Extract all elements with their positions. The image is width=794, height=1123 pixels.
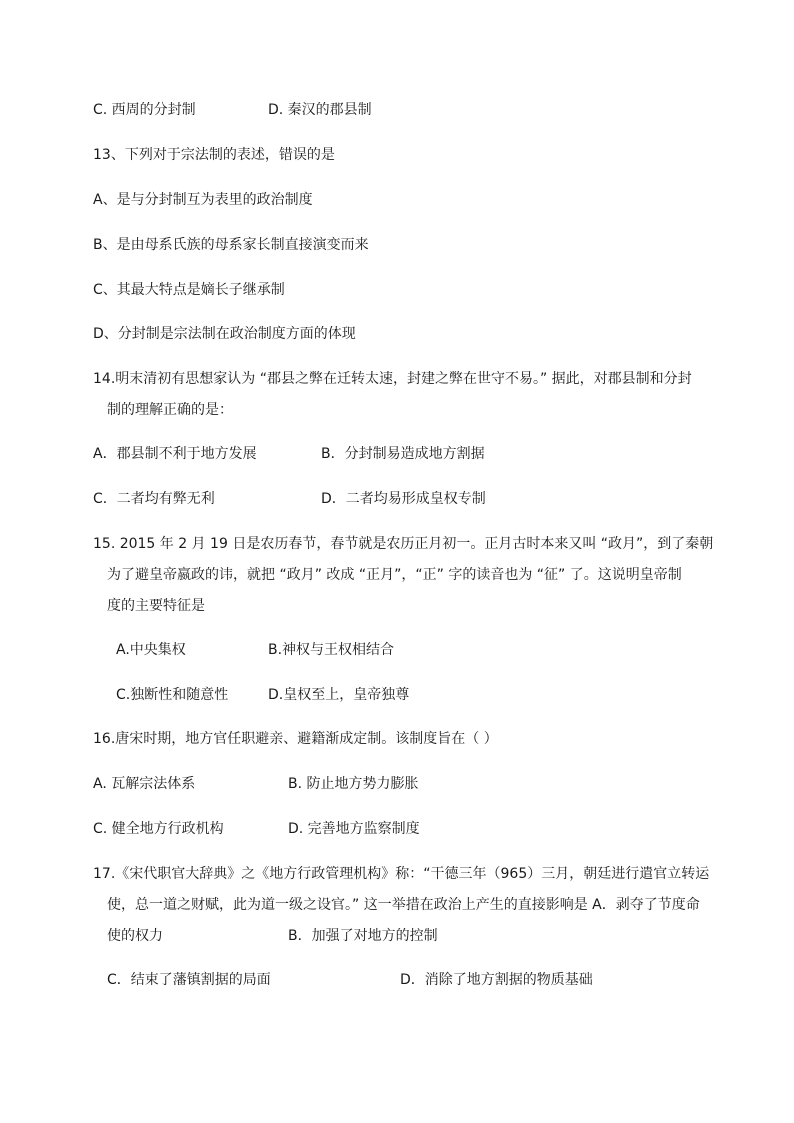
question-13-option-d: D、分封制是宗法制在政治制度方面的体现 bbox=[93, 326, 356, 342]
option-c: C. 健全地方行政机构 bbox=[93, 821, 224, 837]
option-d: D. 秦汉的郡县制 bbox=[268, 102, 372, 118]
option-a: A. 瓦解宗法体系 bbox=[93, 776, 196, 792]
option-d: D. 完善地方监察制度 bbox=[288, 821, 420, 837]
question-15-stem-line-1: 15. 2015 年 2 月 19 日是农历春节，春节就是农历正月初一。正月古时本来又叫 “政月”，到了秦朝 bbox=[93, 536, 714, 552]
question-16-stem: 16.唐宋时期，地方官任职避亲、避籍渐成定制。该制度旨在（ ） bbox=[93, 731, 498, 747]
option-c: C．结束了藩镇割据的局面 bbox=[107, 972, 271, 988]
question-13-option-b: B、是由母系氏族的母系家长制直接演变而来 bbox=[93, 237, 369, 253]
option-c: C.独断性和随意性 bbox=[116, 687, 229, 703]
option-c: C. 西周的分封制 bbox=[93, 102, 196, 118]
question-13-option-c: C、其最大特点是嫡长子继承制 bbox=[93, 282, 285, 298]
question-13-option-a: A、是与分封制互为表里的政治制度 bbox=[93, 192, 313, 208]
option-d: D.皇权至上，皇帝独尊 bbox=[268, 687, 410, 703]
option-a-continued: 使的权力 bbox=[107, 928, 163, 944]
option-a: A.中央集权 bbox=[116, 642, 186, 658]
question-15-stem-line-2: 为了避皇帝嬴政的讳，就把 “政月” 改成 “正月”，“正” 字的读音也为 “征” 了。这说明皇帝制 bbox=[107, 567, 682, 583]
option-b: B.神权与王权相结合 bbox=[268, 642, 395, 658]
question-14-stem-line-2: 制的理解正确的是： bbox=[107, 402, 233, 418]
option-b: B. 防止地方势力膨胀 bbox=[288, 776, 419, 792]
option-c: C．二者均有弊无利 bbox=[93, 491, 215, 507]
question-17-stem-line-2: 使，总一道之财赋，此为道一级之设官。” 这一举措在政治上产生的直接影响是 A．剥夺了节度命 bbox=[107, 897, 700, 913]
option-a: A．郡县制不利于地方发展 bbox=[93, 446, 257, 462]
option-b: B．分封制易造成地方割据 bbox=[321, 446, 485, 462]
question-17-stem-line-1: 17.《宋代职官大辞典》之《地方行政管理机构》称：“干德三年（965）三月，朝廷进行遣官立转运 bbox=[93, 866, 710, 882]
question-14-stem-line-1: 14.明末清初有思想家认为 “郡县之弊在迁转太速，封建之弊在世守不易。” 据此，对郡县制和分封 bbox=[93, 371, 692, 387]
question-13-stem: 13、下列对于宗法制的表述，错误的是 bbox=[93, 147, 335, 163]
option-b: B．加强了对地方的控制 bbox=[288, 928, 438, 944]
option-d: D．消除了地方割据的物质基础 bbox=[400, 972, 593, 988]
option-d: D．二者均易形成皇权专制 bbox=[321, 491, 486, 507]
question-15-stem-line-3: 度的主要特征是 bbox=[107, 598, 205, 614]
